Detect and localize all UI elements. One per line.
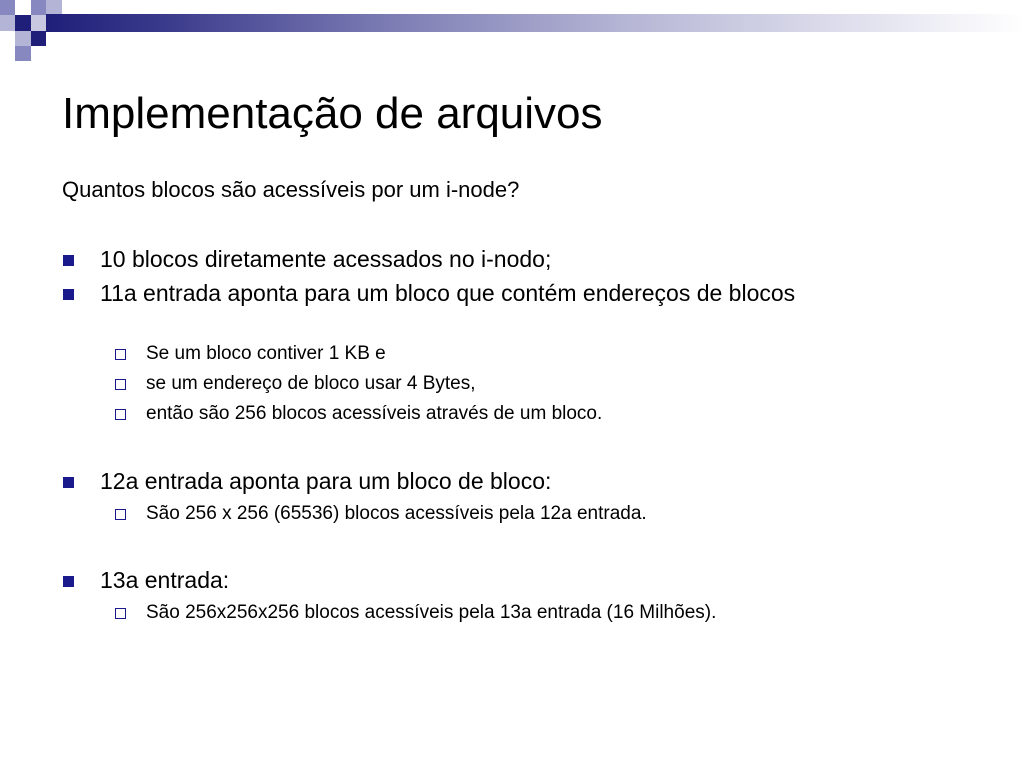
decor-square (31, 0, 46, 15)
bullet-entry-13: 13a entrada: (100, 567, 962, 594)
header-gradient-bar (46, 14, 1024, 32)
bullet-entry-12: 12a entrada aponta para um bloco de bloco: (100, 468, 962, 495)
sub-bullet: então são 256 blocos acessíveis através de um bloco. (146, 401, 602, 427)
sub-bullet: São 256 x 256 (65536) blocos acessíveis pela 12a entrada. (146, 501, 647, 527)
sub-bullet: São 256x256x256 blocos acessíveis pela 13a entrada (16 Milhões). (146, 600, 716, 626)
decor-square (15, 46, 31, 61)
sub-bullet: Se um bloco contiver 1 KB e (146, 341, 386, 367)
decor-square (0, 0, 15, 15)
decor-square (31, 15, 46, 31)
decor-square (31, 31, 46, 46)
bullet-direct-blocks: 10 blocos diretamente acessados no i-nodo; (100, 246, 962, 273)
slide-subtitle: Quantos blocos são acessíveis por um i-node? (62, 177, 520, 202)
bullet-entry-11: 11a entrada aponta para um bloco que contém endereços de blocos (100, 280, 962, 307)
decor-square (15, 15, 31, 31)
sub-bullet: se um endereço de bloco usar 4 Bytes, (146, 371, 476, 397)
decor-square (0, 31, 15, 46)
slide-title: Implementação de arquivos (62, 89, 603, 138)
decor-square (15, 0, 31, 15)
decor-square (0, 15, 15, 31)
decor-square (46, 0, 62, 14)
decor-square (15, 31, 31, 46)
header-decoration (0, 0, 1024, 70)
